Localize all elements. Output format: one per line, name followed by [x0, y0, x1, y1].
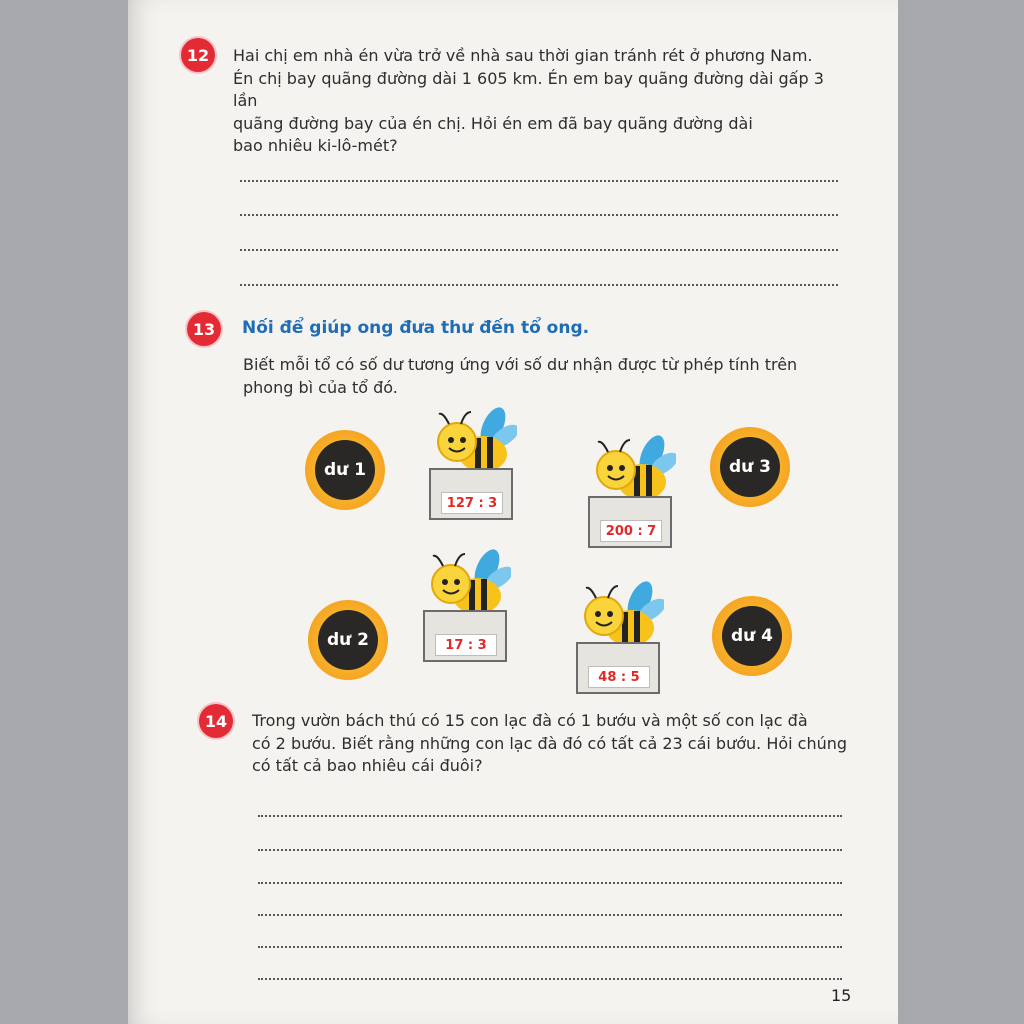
hive-4[interactable] — [712, 596, 792, 676]
answer-line[interactable] — [258, 978, 842, 980]
hive-label: dư 3 — [720, 437, 780, 497]
bee-envelope-1[interactable] — [425, 402, 525, 522]
question-13-title: Nối để giúp ong đưa thư đến tổ ong. — [242, 318, 590, 338]
envelope-operation: 17 : 3 — [435, 634, 497, 656]
hive-1[interactable] — [305, 430, 385, 510]
hive-label: dư 1 — [315, 440, 375, 500]
answer-line[interactable] — [258, 849, 842, 851]
question-12-line: Hai chị em nhà én vừa trở về nhà sau thời gian tránh rét ở phương Nam. — [233, 46, 813, 65]
question-13-badge: 13 — [187, 312, 221, 346]
question-13-text — [243, 354, 853, 399]
hive-2[interactable] — [308, 600, 388, 680]
question-12-badge: 12 — [181, 38, 215, 72]
question-14-line: có 2 bướu. Biết rằng những con lạc đà đó có tất cả 23 cái bướu. Hỏi chúng — [252, 733, 848, 753]
question-12-text — [233, 45, 843, 158]
answer-line[interactable] — [258, 882, 842, 884]
hive-3[interactable] — [710, 427, 790, 507]
answer-line[interactable] — [240, 284, 838, 286]
envelope — [423, 610, 507, 662]
envelope-operation: 200 : 7 — [600, 520, 662, 542]
answer-line[interactable] — [258, 815, 842, 817]
page-number: 15 — [831, 986, 852, 1005]
question-14-line: Trong vườn bách thú có 15 con lạc đà có 1 bướu và một số con lạc đà — [252, 711, 808, 730]
answer-line[interactable] — [240, 180, 838, 182]
question-13-line: Biết mỗi tổ có số dư tương ứng với số dư nhận được từ phép tính trên — [243, 355, 798, 374]
envelope — [429, 468, 513, 520]
question-14-badge: 14 — [199, 704, 233, 738]
bee-envelope-4[interactable] — [572, 576, 672, 696]
question-12-line: bao nhiêu ki-lô-mét? — [233, 136, 398, 155]
question-14-text — [252, 710, 852, 778]
bee-envelope-2[interactable] — [584, 430, 684, 550]
envelope — [588, 496, 672, 548]
answer-line[interactable] — [258, 946, 842, 948]
envelope-operation: 127 : 3 — [441, 492, 503, 514]
question-14-line: có tất cả bao nhiêu cái đuôi? — [252, 756, 483, 775]
answer-line[interactable] — [258, 914, 842, 916]
answer-line[interactable] — [240, 249, 838, 251]
question-12-line: quãng đường bay của én chị. Hỏi én em đã bay quãng đường dài — [233, 113, 753, 133]
answer-line[interactable] — [240, 214, 838, 216]
hive-label: dư 4 — [722, 606, 782, 666]
bee-envelope-3[interactable] — [419, 544, 519, 664]
question-12-line: Én chị bay quãng đường dài 1 605 km. Én em bay quãng đường dài gấp 3 lần — [233, 68, 824, 110]
hive-label: dư 2 — [318, 610, 378, 670]
question-13-line: phong bì của tổ đó. — [243, 377, 398, 397]
envelope — [576, 642, 660, 694]
envelope-operation: 48 : 5 — [588, 666, 650, 688]
